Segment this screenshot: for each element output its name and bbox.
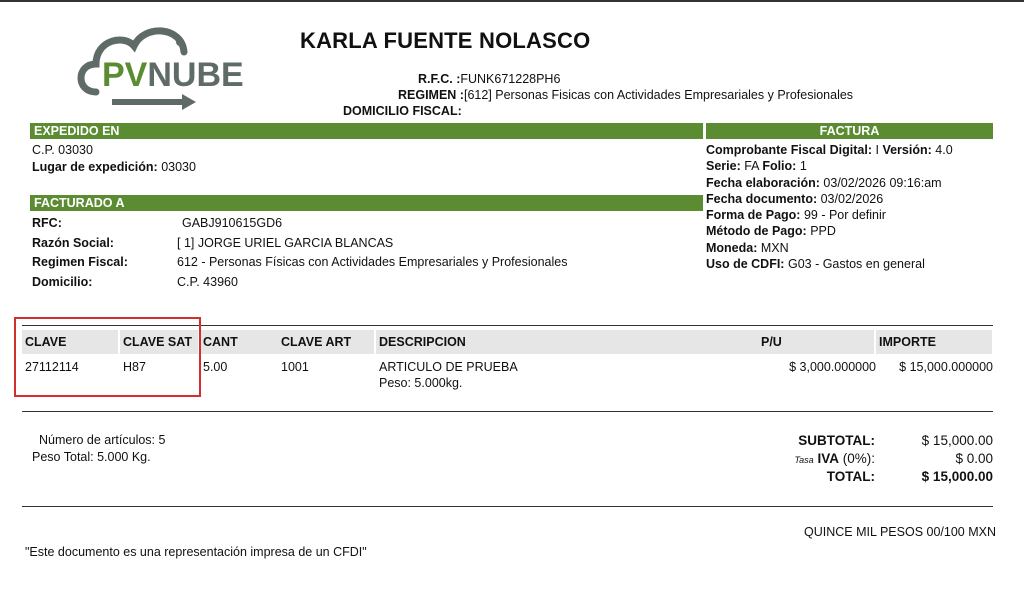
col-clave-art: CLAVE ART xyxy=(278,330,374,354)
cell-clave-sat: H87 xyxy=(123,360,146,374)
peso-total: Peso Total: 5.000 Kg. xyxy=(32,450,151,464)
cell-descripcion: ARTICULO DE PRUEBA xyxy=(379,360,518,374)
col-clave-sat: CLAVE SAT xyxy=(120,330,198,354)
total-value: $ 15,000.00 xyxy=(921,469,993,484)
comprobante-label: Comprobante Fiscal Digital: xyxy=(706,143,872,157)
lugar-expedicion xyxy=(32,160,196,174)
forma-pago-label: Forma de Pago: xyxy=(706,208,801,223)
razon-social-label: Razón Social: xyxy=(32,236,114,250)
factura-row xyxy=(706,257,953,273)
num-articulos: Número de artículos: 5 xyxy=(39,433,166,447)
cfdi-legend: "Este documento es una representación impresa de un CFDI" xyxy=(25,545,367,559)
cell-importe: $ 15,000.000000 xyxy=(899,360,993,374)
serie-value: FA xyxy=(744,159,759,174)
factura-row xyxy=(706,192,953,208)
moneda-label: Moneda: xyxy=(706,240,758,255)
factura-row xyxy=(706,241,953,257)
fecha-documento-label: Fecha documento: xyxy=(706,191,818,206)
logo-text-nube: NUBE xyxy=(147,56,244,94)
iva-value: $ 0.00 xyxy=(955,451,993,466)
lugar-value: 03030 xyxy=(161,160,196,174)
fecha-elaboracion-label: Fecha elaboración: xyxy=(706,175,820,190)
regimen-fiscal-label: Regimen Fiscal: xyxy=(32,255,128,269)
comprobante-value: I xyxy=(875,143,879,157)
expedido-cp: C.P. 03030 xyxy=(32,143,93,157)
cliente-rfc-label: RFC: xyxy=(32,216,62,230)
summary-bottom-rule xyxy=(22,506,993,507)
domicilio-fiscal-label: DOMICILIO FISCAL: xyxy=(343,104,462,118)
factura-row xyxy=(706,224,953,240)
domicilio-label: Domicilio: xyxy=(32,275,93,289)
regimen-label: REGIMEN : xyxy=(398,88,464,102)
rfc-label: R.F.C. : xyxy=(418,72,461,86)
clave-highlight-box xyxy=(14,317,201,397)
regimen-value: [612] Personas Fisicas con Actividades Empresariales y Profesionales xyxy=(463,88,854,102)
metodo-pago-label: Método de Pago: xyxy=(706,224,807,239)
top-border xyxy=(0,0,1024,2)
version-label: Versión: xyxy=(882,143,932,157)
cell-clave: 27112114 xyxy=(25,360,79,374)
serie-label: Serie: xyxy=(706,159,741,174)
iva-rate: (0%): xyxy=(842,451,875,466)
subtotal-label: SUBTOTAL: xyxy=(798,433,875,448)
logo-text-pv: PV xyxy=(102,56,148,94)
razon-social-value: [ 1] JORGE URIEL GARCIA BLANCAS xyxy=(177,236,394,250)
fecha-elaboracion-value: 03/02/2026 09:16:am xyxy=(823,175,942,190)
issuer-name: KARLA FUENTE NOLASCO xyxy=(300,28,591,53)
uso-cfdi-label: Uso de CDFI: xyxy=(706,257,785,272)
subtotal-value: $ 15,000.00 xyxy=(921,433,993,448)
rfc-value: FUNK671228PH6 xyxy=(460,72,561,86)
total-label: TOTAL: xyxy=(826,469,875,484)
rfc-line xyxy=(418,72,560,86)
domicilio-value: C.P. 43960 xyxy=(177,275,238,289)
moneda-value: MXN xyxy=(760,240,789,255)
tasa-label: Tasa xyxy=(794,455,814,465)
uso-cfdi-value: G03 - Gastos en general xyxy=(787,257,925,272)
forma-pago-value: 99 - Por definir xyxy=(803,208,886,223)
cell-pu: $ 3,000.000000 xyxy=(789,360,876,374)
pvnube-logo xyxy=(74,22,244,114)
factura-row xyxy=(706,159,953,175)
folio-value: 1 xyxy=(799,159,807,174)
fecha-documento-value: 03/02/2026 xyxy=(820,191,884,206)
factura-bar: FACTURA xyxy=(706,123,993,139)
facturado-bar: FACTURADO A xyxy=(30,195,703,211)
cell-peso: Peso: 5.000kg. xyxy=(379,376,463,390)
cliente-rfc-value: GABJ910615GD6 xyxy=(182,216,283,230)
col-importe: IMPORTE xyxy=(876,330,992,354)
factura-row xyxy=(706,176,953,192)
expedido-bar: EXPEDIDO EN xyxy=(30,123,703,139)
cell-cant: 5.00 xyxy=(203,360,228,374)
col-pu: P/U xyxy=(758,330,874,354)
col-descripcion: DESCRIPCION xyxy=(376,330,758,354)
folio-label: Folio: xyxy=(762,159,797,174)
factura-row xyxy=(706,143,953,159)
lugar-label: Lugar de expedición: xyxy=(32,160,158,174)
version-value: 4.0 xyxy=(935,143,953,157)
cell-clave-art: 1001 xyxy=(281,360,309,374)
iva-label: IVA xyxy=(817,451,839,466)
iva-line xyxy=(740,451,875,466)
table-bottom-rule xyxy=(22,411,993,412)
amount-in-words: QUINCE MIL PESOS 00/100 MXN xyxy=(804,525,996,539)
factura-details xyxy=(706,143,953,273)
regimen-line xyxy=(398,88,853,102)
factura-row xyxy=(706,208,953,224)
col-clave: CLAVE xyxy=(22,330,118,354)
metodo-pago-value: PPD xyxy=(810,224,836,239)
col-cant: CANT xyxy=(200,330,278,354)
regimen-fiscal-value: 612 - Personas Físicas con Actividades Empresariales y Profesionales xyxy=(177,255,568,269)
